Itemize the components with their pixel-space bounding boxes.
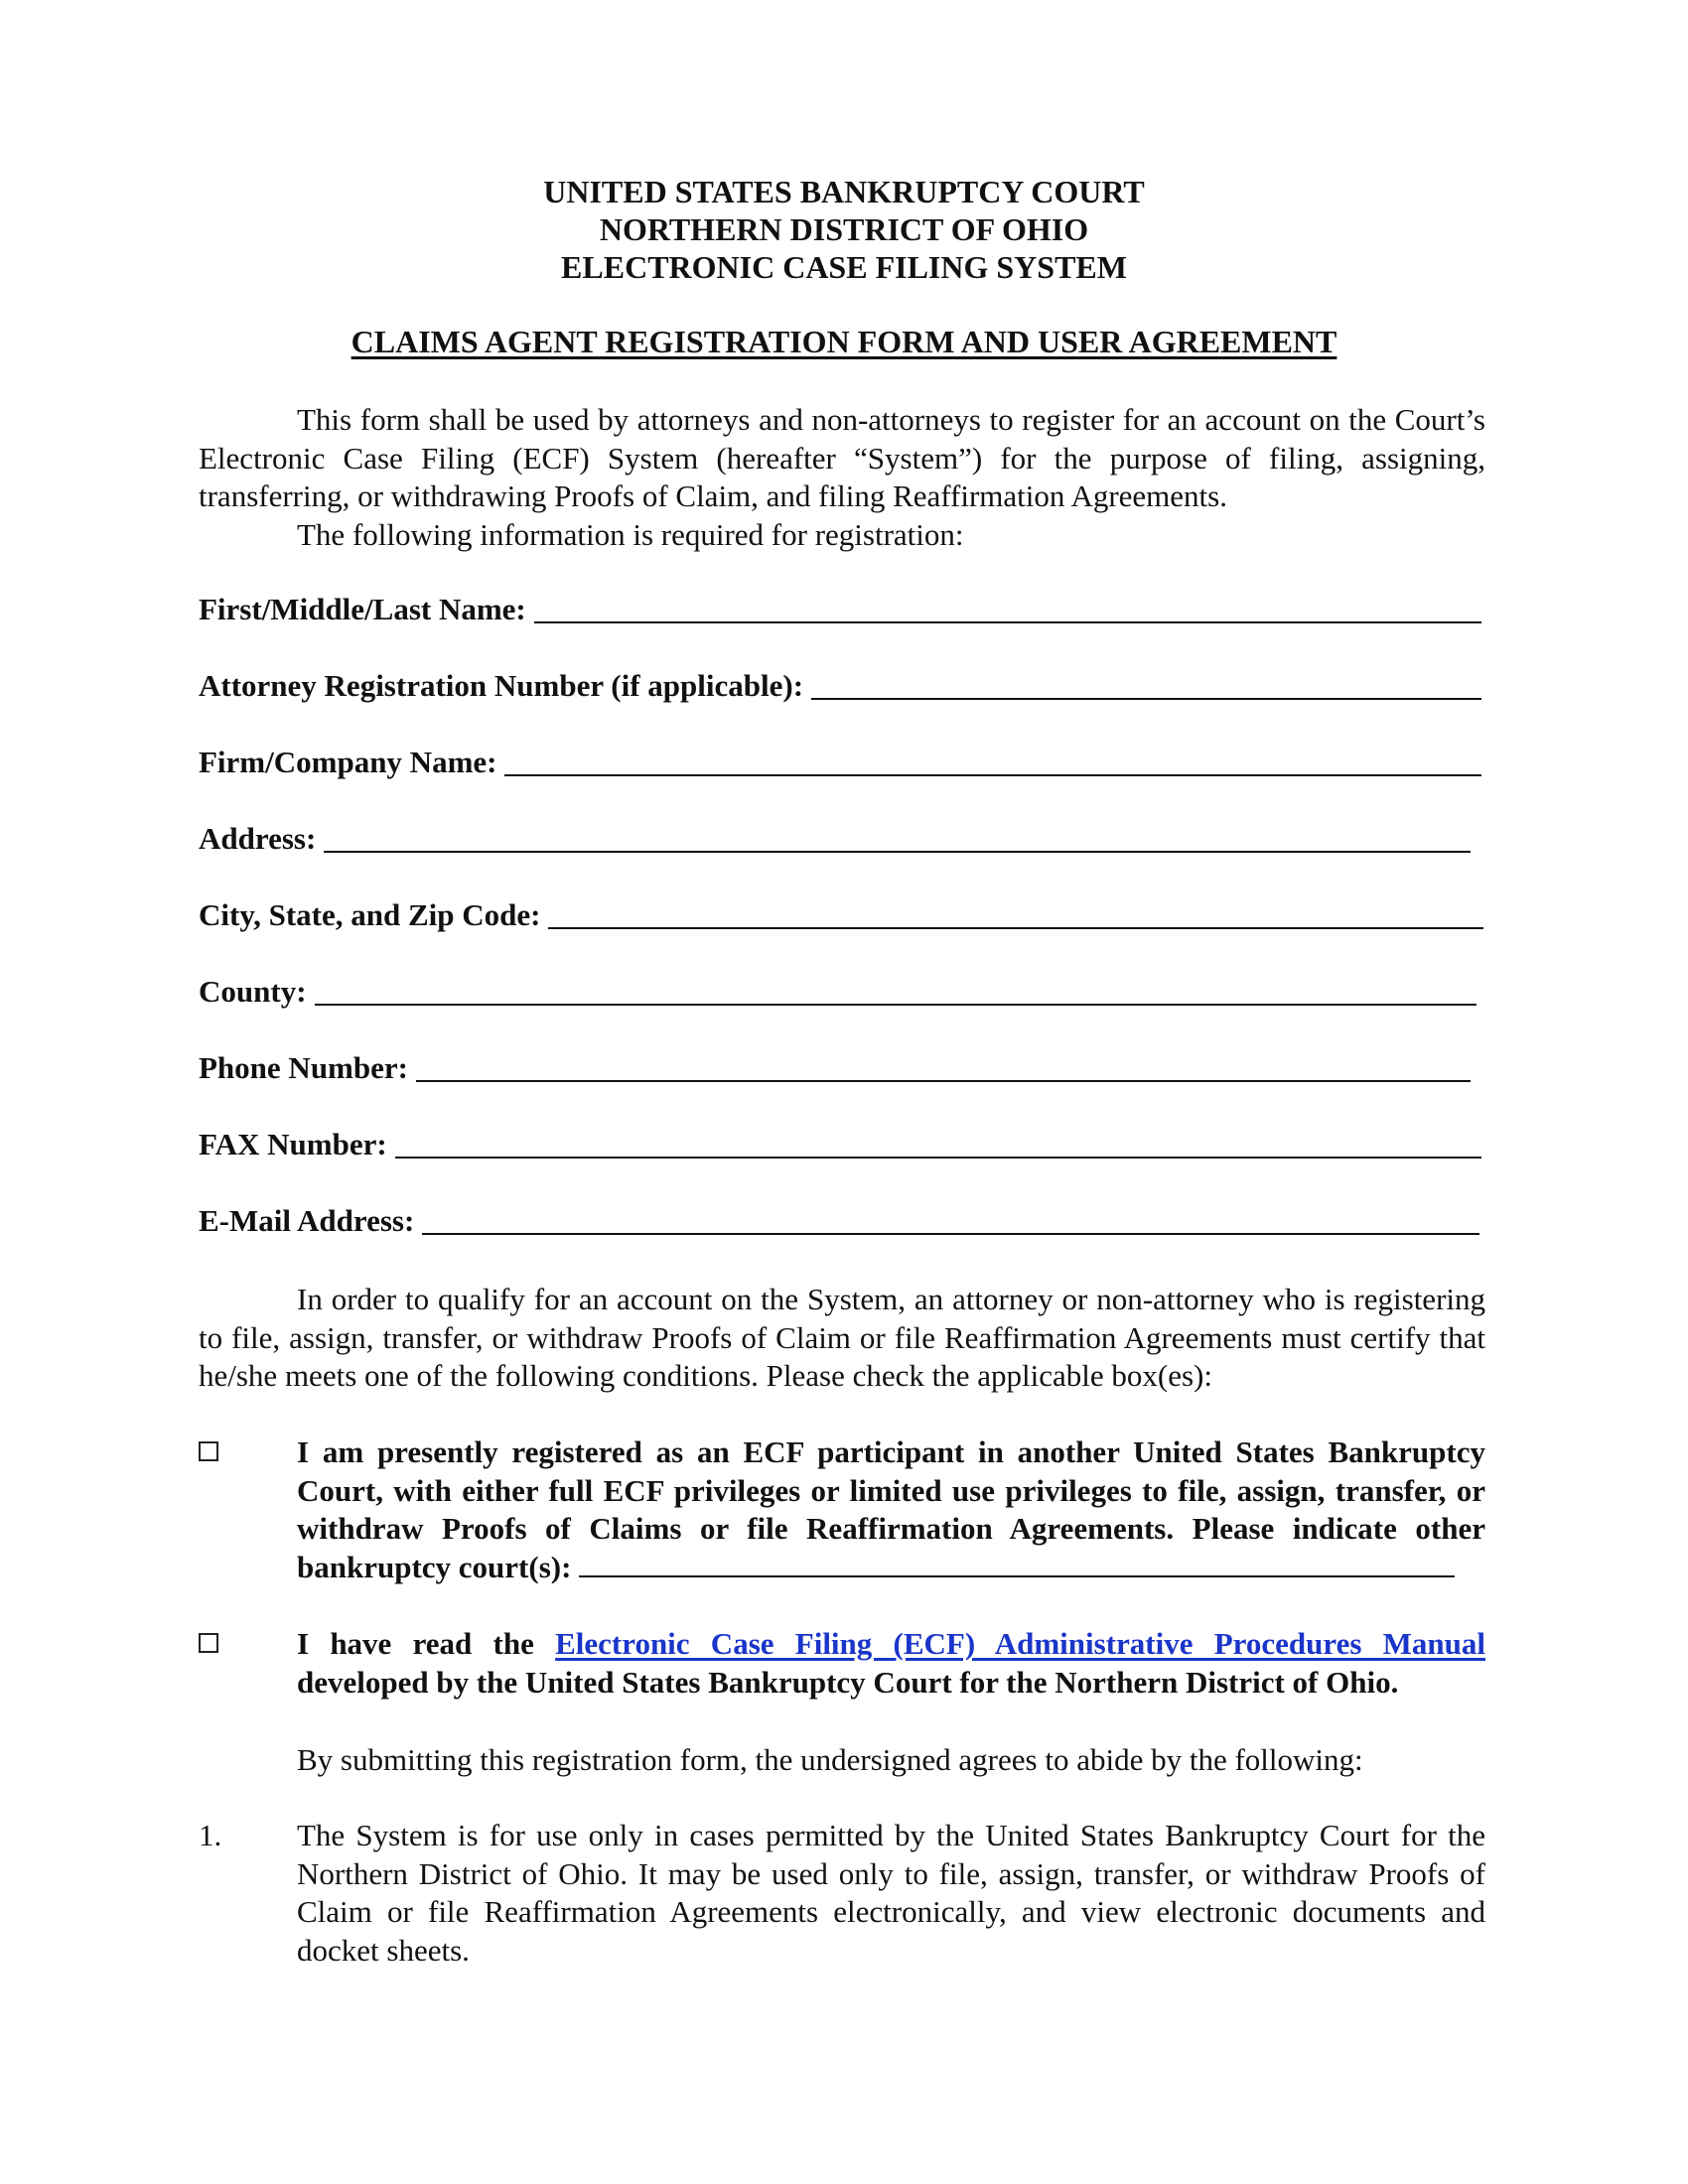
address-label: Address: [199,821,317,856]
address-field[interactable] [199,817,1471,857]
attorney-registration-input-line[interactable] [811,668,1481,700]
county-field[interactable] [199,970,1477,1010]
system-heading: ELECTRONIC CASE FILING SYSTEM [561,249,1127,285]
phone-number-input-line[interactable] [416,1050,1471,1082]
form-title: CLAIMS AGENT REGISTRATION FORM AND USER AGREEMENT [351,324,1337,359]
fax-number-label: FAX Number: [199,1127,387,1161]
county-input-line[interactable] [315,974,1477,1006]
other-court-input-line[interactable] [579,1550,1455,1577]
email-address-field[interactable] [199,1199,1479,1239]
phone-number-field[interactable] [199,1046,1471,1086]
phone-number-label: Phone Number: [199,1050,408,1085]
agreement-item-1-number: 1. [199,1818,222,1852]
ecf-procedures-manual-link[interactable]: Electronic Case Filing (ECF) Administrative Procedures Manual [555,1626,1485,1661]
attorney-registration-field[interactable] [199,664,1481,704]
qualify-paragraph: In order to qualify for an account on the System, an attorney or non-attorney who is registering to file, assign, transfer, or withdraw Proofs of Claim or file Reaffirmation Agreements must certify that he/she meets one of the following conditions. Please check the applicable box(es): [199,1282,1485,1393]
intro-paragraph: This form shall be used by attorneys and non-attorneys to register for an account on the Court’s Electronic Case Filing (ECF) System (hereafter “System”) for the purpose of filing, assigning, transferring, or withdrawing Proofs of Claim, and filing Reaffirmation Agreements. [199,402,1485,513]
condition-1-checkbox[interactable] [199,1441,218,1461]
agreement-item-1-text: The System is for use only in cases permitted by the United States Bankruptcy Court for the Northern District of Ohio. It may be used only to file, assign, transfer, or withdraw Proofs of Claim or file Reaffirmation Agreements electronically, and view electronic documents and docket sheets. [297,1818,1485,1968]
condition-2-text [297,1625,1485,1702]
attorney-registration-label: Attorney Registration Number (if applicable): [199,668,804,703]
firm-company-label: Firm/Company Name: [199,745,497,779]
condition-2-prefix: I have read the [297,1626,534,1661]
court-name-heading: UNITED STATES BANKRUPTCY COURT [543,174,1145,209]
email-address-label: E-Mail Address: [199,1203,415,1238]
district-heading: NORTHERN DISTRICT OF OHIO [599,211,1089,247]
fax-number-field[interactable] [199,1123,1481,1162]
city-state-zip-label: City, State, and Zip Code: [199,897,541,932]
name-field-label: First/Middle/Last Name: [199,592,526,626]
address-input-line[interactable] [324,821,1471,853]
city-state-zip-field[interactable] [199,893,1483,933]
condition-1-label: I am presently registered as an ECF participant in another United States Bankruptcy Court, with either full ECF privileges or limited use privileges to file, assign, transfer, or withdraw Proofs of Claims or file Reaffirmation Agreements. Please indicate other bankruptcy court(s): [297,1434,1485,1584]
city-state-zip-input-line[interactable] [548,897,1483,929]
email-address-input-line[interactable] [422,1203,1479,1235]
firm-company-field[interactable] [199,741,1481,780]
condition-2-checkbox[interactable] [199,1633,218,1653]
county-label: County: [199,974,307,1009]
name-input-line[interactable] [534,592,1481,623]
agreement-intro: By submitting this registration form, the undersigned agrees to abide by the following: [297,1742,1363,1777]
condition-2-suffix: developed by the United States Bankruptcy Court for the Northern District of Ohio. [297,1664,1399,1700]
fax-number-input-line[interactable] [395,1127,1481,1159]
required-note: The following information is required for registration: [297,517,964,552]
condition-1-text [297,1433,1485,1586]
firm-company-input-line[interactable] [504,745,1481,776]
name-field[interactable] [199,588,1481,627]
